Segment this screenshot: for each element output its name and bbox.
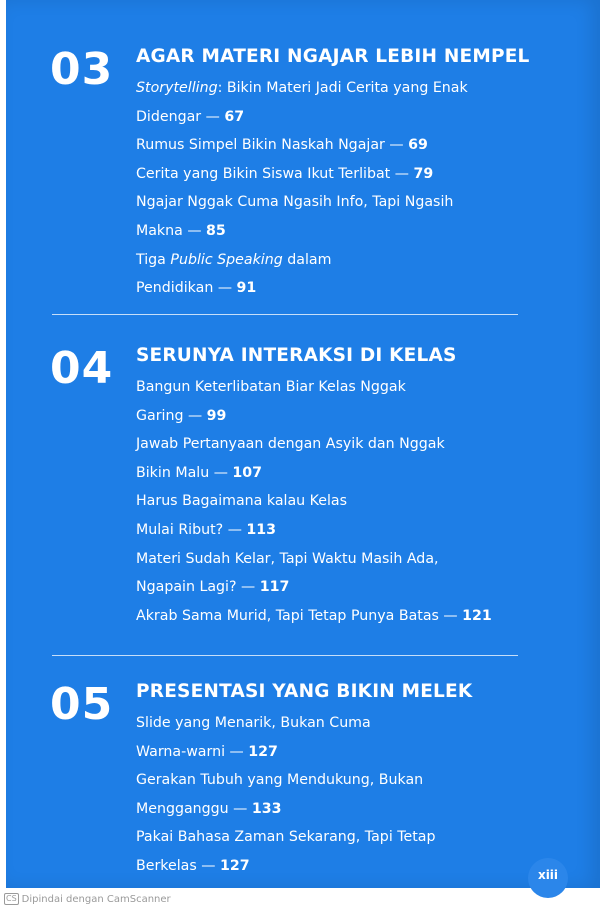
chapter-entries (136, 709, 556, 881)
page-ref: 117 (259, 579, 290, 596)
page-ref: 133 (251, 800, 282, 817)
entry-text: Tiga (136, 251, 171, 268)
entry-text: Materi Sudah Kelar, Tapi Waktu Masih Ada, (136, 550, 439, 567)
entry-text: Pakai Bahasa Zaman Sekarang, Tapi Tetap (136, 829, 436, 846)
chapter-title: AGAR MATERI NGAJAR LEBIH NEMPEL (136, 46, 530, 67)
entry-text: Harus Bagaimana kalau Kelas (136, 493, 348, 510)
page-ref: 121 (462, 607, 492, 624)
toc-entry-line (136, 188, 556, 217)
entry-text: dalam (282, 251, 332, 268)
entry-text: Bikin Malu — (136, 464, 233, 481)
page-number: xiii (528, 858, 568, 898)
toc-entry-line (136, 246, 556, 275)
scanner-footer-text: Dipindai dengan CamScanner (21, 894, 171, 905)
page-ref: 79 (413, 165, 434, 182)
page-ref: 69 (408, 137, 428, 154)
chapter-divider (52, 314, 518, 315)
toc-entry-line (136, 738, 556, 767)
entry-text: : Bikin Materi Jadi Cerita yang Enak (217, 80, 468, 96)
chapter-title: PRESENTASI YANG BIKIN MELEK (136, 681, 473, 702)
entry-text: Gerakan Tubuh yang Mendukung, Bukan (136, 772, 424, 789)
page-ref: 113 (246, 521, 277, 538)
toc-entry-line (136, 103, 556, 132)
camscanner-logo: CS (6, 894, 17, 903)
entry-text: Mengganggu — (136, 800, 252, 817)
page-ref: 99 (206, 407, 227, 424)
page-ref: 67 (224, 108, 245, 125)
entry-text: Garing — (136, 407, 207, 424)
entry-text: Slide yang Menarik, Bukan Cuma (136, 715, 371, 731)
toc-entry-line (136, 766, 556, 795)
toc-entry-line (136, 795, 556, 824)
scanner-footer (4, 893, 171, 909)
toc-entry-line (136, 459, 556, 488)
toc-entry-line (136, 274, 556, 303)
entry-text: Pendidikan — (136, 280, 237, 297)
toc-entry-line (136, 430, 556, 459)
toc-entry-line (136, 602, 556, 631)
toc-entry-line (136, 217, 556, 246)
entry-italic-term: Storytelling (136, 80, 218, 96)
toc-entry-line (136, 852, 556, 881)
chapter-entries (136, 74, 556, 303)
book-page (6, 0, 600, 888)
toc-entry-line (136, 823, 556, 852)
chapter-number: 05 (50, 679, 114, 730)
chapter-title: SERUNYA INTERAKSI DI KELAS (136, 345, 457, 366)
entry-text: Ngapain Lagi? — (136, 579, 260, 596)
page-ref: 127 (248, 743, 278, 760)
chapter-entries (136, 373, 556, 630)
toc-entry-line (136, 516, 556, 545)
toc-entry-line (136, 131, 556, 160)
toc-entry-line (136, 545, 556, 574)
entry-italic-term: Public Speaking (170, 251, 283, 268)
toc-entry-line (136, 573, 556, 602)
entry-text: Didengar — (136, 108, 225, 125)
chapter-number: 03 (50, 44, 114, 95)
entry-text: Rumus Simpel Bikin Naskah Ngajar — (136, 137, 409, 154)
entry-text: Bangun Keterlibatan Biar Kelas Nggak (136, 379, 406, 395)
entry-text: Mulai Ribut? — (136, 521, 247, 538)
entry-text: Makna — (136, 222, 207, 239)
chapter-divider (52, 655, 518, 656)
toc-entry-line (136, 487, 556, 516)
page-ref: 85 (206, 222, 226, 239)
entry-text: Jawab Pertanyaan dengan Asyik dan Nggak (136, 436, 445, 453)
toc-entry-line (136, 402, 556, 431)
toc-entry-line (136, 160, 556, 189)
toc-entry-line (136, 373, 556, 402)
entry-text: Warna-warni — (136, 743, 249, 760)
entry-text: Ngajar Nggak Cuma Ngasih Info, Tapi Ngasih (136, 194, 454, 211)
page-ref: 127 (219, 857, 250, 874)
page-ref: 107 (232, 464, 263, 481)
chapter-number: 04 (50, 343, 114, 394)
toc-entry-line (136, 74, 556, 103)
entry-text: Cerita yang Bikin Siswa Ikut Terlibat — (136, 165, 414, 182)
entry-text: Akrab Sama Murid, Tapi Tetap Punya Batas — (136, 607, 463, 624)
entry-text: Berkelas — (136, 857, 220, 874)
toc-entry-line (136, 709, 556, 738)
page-ref: 91 (236, 280, 257, 297)
